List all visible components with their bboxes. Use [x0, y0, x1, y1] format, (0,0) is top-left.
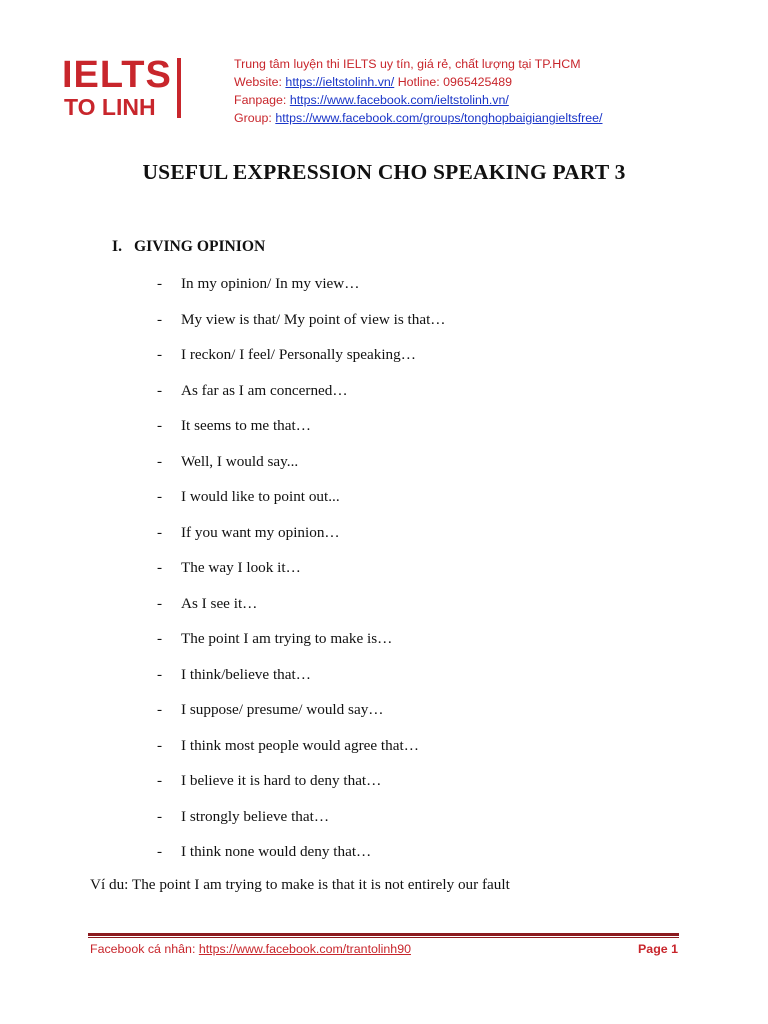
list-dash: - [157, 559, 163, 576]
hotline-text: Hotline: 0965425489 [394, 75, 513, 89]
list-dash: - [157, 346, 163, 363]
list-item [157, 841, 446, 877]
header-fanpage-line [234, 91, 603, 109]
list-dash: - [157, 310, 163, 328]
list-item [157, 770, 446, 806]
phrase-text: I strongly believe that… [181, 807, 330, 825]
list-item [157, 309, 446, 345]
list-dash: - [157, 665, 163, 683]
logo-divider-bar [177, 58, 181, 118]
list-dash: - [157, 594, 163, 612]
list-dash: - [157, 452, 163, 470]
phrase-text: It seems to me that… [181, 417, 311, 434]
footer-facebook-link[interactable]: https://www.facebook.com/trantolinh90 [198, 942, 411, 956]
phrase-text: I think/believe that… [181, 665, 311, 683]
phrase-text: I believe it is hard to deny that… [181, 772, 382, 789]
list-dash: - [157, 417, 163, 434]
list-dash: - [157, 701, 163, 718]
list-dash: - [157, 275, 163, 292]
footer-divider-thin [88, 937, 679, 938]
logo-text-to-linh: TO LINH [64, 94, 156, 120]
list-item [157, 557, 446, 593]
phrase-text: As I see it… [181, 594, 258, 612]
list-dash: - [157, 523, 163, 541]
header-group-line [234, 109, 603, 127]
list-item [157, 486, 446, 522]
phrase-text: Well, I would say... [181, 452, 299, 470]
fanpage-label: Fanpage: [234, 93, 290, 107]
group-label: Group: [234, 111, 276, 125]
phrase-text: I reckon/ I feel/ Personally speaking… [181, 346, 416, 363]
list-item [157, 699, 446, 735]
ielts-to-linh-logo [62, 56, 186, 122]
list-dash: - [157, 381, 163, 399]
footer-label: Facebook cá nhân: [90, 942, 199, 956]
document-title: USEFUL EXPRESSION CHO SPEAKING PART 3 [142, 160, 626, 184]
header-website-line [234, 73, 603, 91]
list-dash: - [157, 736, 163, 754]
phrase-text: The way I look it… [181, 559, 301, 576]
header-tagline: Trung tâm luyện thi IELTS uy tín, giá rẻ, chất lượng tại TP.HCM [234, 57, 581, 71]
list-item [157, 522, 446, 558]
list-dash: - [157, 843, 163, 860]
list-item [157, 415, 446, 451]
list-item [157, 664, 446, 700]
phrase-text: I think most people would agree that… [181, 736, 419, 754]
list-dash: - [157, 772, 163, 789]
phrase-text: I would like to point out... [181, 488, 340, 505]
phrase-text: The point I am trying to make is… [181, 630, 393, 647]
example-sentence: Ví du: The point I am trying to make is that it is not entirely our fault [90, 876, 510, 893]
website-link[interactable]: https://ieltstolinh.vn/ [285, 75, 395, 89]
list-item [157, 451, 446, 487]
phrase-text: I think none would deny that… [181, 843, 372, 860]
section-heading [112, 238, 265, 256]
website-label: Website: [234, 75, 286, 89]
list-item [157, 628, 446, 664]
group-link[interactable]: https://www.facebook.com/groups/tonghopbaigiangieltsfree/ [275, 111, 603, 125]
phrase-text: In my opinion/ In my view… [181, 275, 360, 292]
phrase-text: If you want my opinion… [181, 523, 340, 541]
footer-divider [88, 933, 679, 936]
page-number: Page 1 [638, 942, 678, 956]
list-item [157, 735, 446, 771]
list-item [157, 273, 446, 309]
footer-facebook [90, 942, 411, 956]
list-dash: - [157, 807, 163, 825]
phrase-text: I suppose/ presume/ would say… [181, 701, 384, 718]
list-item [157, 593, 446, 629]
list-dash: - [157, 488, 163, 505]
fanpage-link[interactable]: https://www.facebook.com/ieltstolinh.vn/ [289, 93, 509, 107]
header-contact-info [234, 55, 603, 127]
list-item [157, 380, 446, 416]
list-dash: - [157, 630, 163, 647]
phrase-text: As far as I am concerned… [181, 381, 348, 399]
logo-text-ielts: IELTS [62, 54, 172, 96]
list-item [157, 344, 446, 380]
list-item [157, 806, 446, 842]
section-title: GIVING OPINION [134, 238, 266, 255]
phrase-text: My view is that/ My point of view is that… [181, 310, 446, 328]
phrase-list [157, 273, 446, 877]
section-number: I. [112, 238, 122, 255]
